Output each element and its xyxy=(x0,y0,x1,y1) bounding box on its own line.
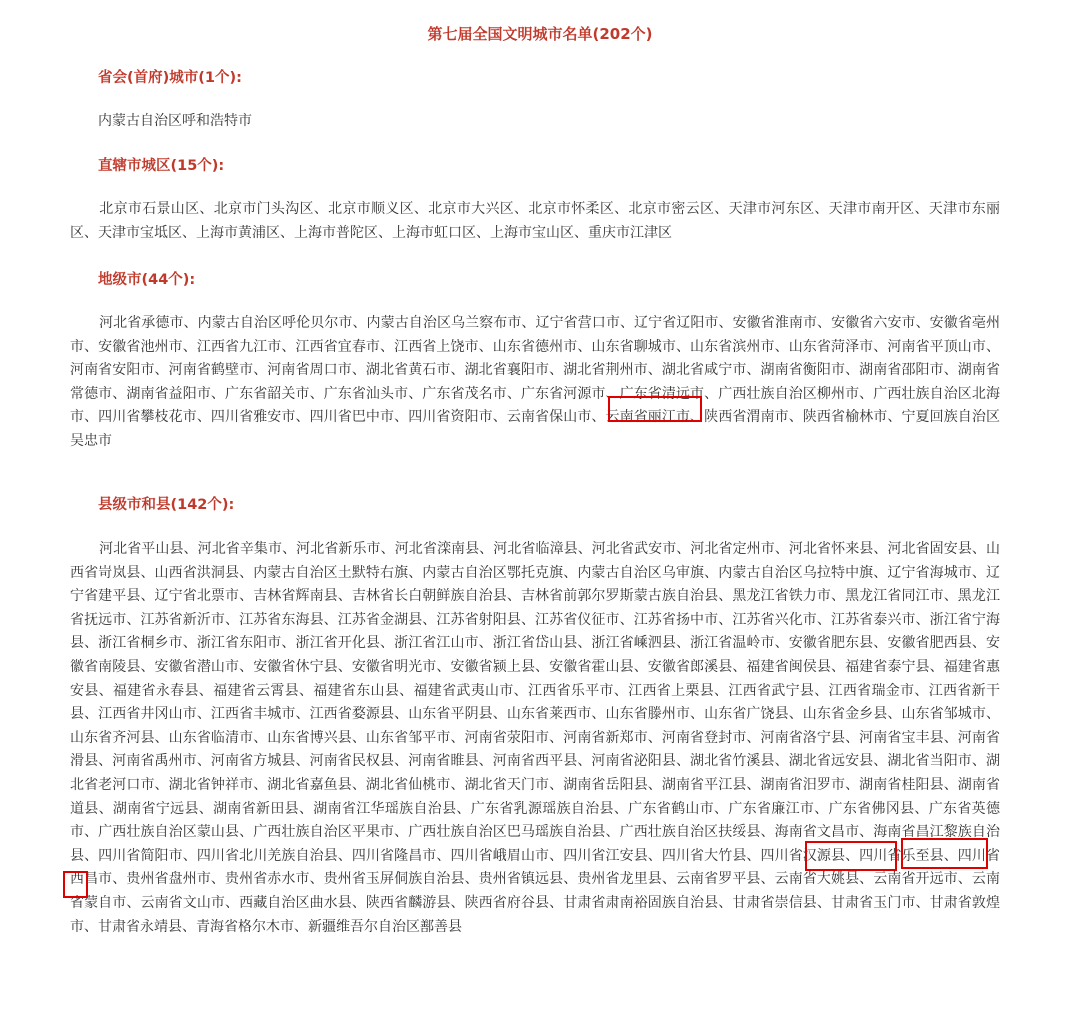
section-text-provincial-capitals xyxy=(98,110,998,134)
section-text-municipal-districts xyxy=(70,198,1000,245)
prefecture-cities-list: 河北省承德市、内蒙古自治区呼伦贝尔市、内蒙古自治区乌兰察布市、辽宁省营口市、辽宁省辽阳市、安徽省淮南市、安徽省六安市、安徽省亳州市、安徽省池州市、江西省九江市、江西省宜春市、江西省上饶市、山东省德州市、山东省聊城市、山东省滨州市、山东省菏泽市、河南省平顶山市、河南省安阳市、河南省鹤壁市、河南省周口市、湖北省黄石市、湖北省襄阳市、湖北省荆州市、湖北省咸宁市、湖南省衡阳市、湖南省邵阳市、湖南省常德市、湖南省益阳市、广东省韶关市、广东省汕头市、广东省茂名市、广东省河源市、广东省清远市、广西壮族自治区柳州市、广西壮族自治区北海市、四川省攀枝花市、四川省雅安市、四川省巴中市、四川省资阳市、云南省保山市、云南省丽江市、陕西省渭南市、陕西省榆林市、宁夏回族自治区吴忠市 xyxy=(70,315,1000,449)
provincial-capitals-list: 内蒙古自治区呼和浩特市 xyxy=(98,113,252,129)
section-text-prefecture-cities xyxy=(70,312,1000,454)
section-text-county-cities xyxy=(70,538,1000,939)
section-heading-prefecture-cities: 地级市(44个): xyxy=(98,272,196,288)
municipal-districts-list: 北京市石景山区、北京市门头沟区、北京市顺义区、北京市大兴区、北京市怀柔区、北京市密云区、天津市河东区、天津市南开区、天津市东丽区、天津市宝坻区、上海市黄浦区、上海市普陀区、上海市虹口区、上海市宝山区、重庆市江津区 xyxy=(70,201,1000,241)
page-title: 第七届全国文明城市名单(202个) xyxy=(427,25,653,43)
section-heading-county-cities: 县级市和县(142个): xyxy=(98,497,235,513)
section-heading-municipal-districts: 直辖市城区(15个): xyxy=(98,158,225,174)
section-heading-provincial-capitals: 省会(首府)城市(1个): xyxy=(98,70,242,86)
county-cities-list: 河北省平山县、河北省辛集市、河北省新乐市、河北省滦南县、河北省临漳县、河北省武安市、河北省定州市、河北省怀来县、河北省固安县、山西省岢岚县、山西省洪洞县、内蒙古自治区土默特右旗、内蒙古自治区鄂托克旗、内蒙古自治区乌审旗、内蒙古自治区乌拉特中旗、辽宁省海城市、辽宁省建平县、辽宁省北票市、吉林省辉南县、吉林省长白朝鲜族自治县、吉林省前郭尔罗斯蒙古族自治县、黑龙江省铁力市、黑龙江省同江市、黑龙江省抚远市、江苏省新沂市、江苏省东海县、江苏省金湖县、江苏省射阳县、江苏省仪征市、江苏省扬中市、江苏省兴化市、江苏省泰兴市、浙江省宁海县、浙江省桐乡市、浙江省东阳市、浙江省开化县、浙江省江山市、浙江省岱山县、浙江省嵊泗县、浙江省温岭市、安徽省肥东县、安徽省肥西县、安徽省南陵县、安徽省潜山市、安徽省休宁县、安徽省明光市、安徽省颍上县、安徽省霍山县、安徽省郎溪县、福建省闽侯县、福建省泰宁县、福建省惠安县、福建省永春县、福建省云霄县、福建省东山县、福建省武夷山市、江西省乐平市、江西省上栗县、江西省武宁县、江西省瑞金市、江西省新干县、江西省井冈山市、江西省丰城市、江西省婺源县、山东省平阴县、山东省莱西市、山东省滕州市、山东省广饶县、山东省金乡县、山东省邹城市、山东省齐河县、山东省临清市、山东省博兴县、山东省邹平市、河南省荥阳市、河南省新郑市、河南省登封市、河南省洛宁县、河南省宝丰县、河南省滑县、河南省禹州市、河南省方城县、河南省民权县、河南省睢县、河南省西平县、河南省泌阳县、湖北省竹溪县、湖北省远安县、湖北省当阳市、湖北省老河口市、湖北省钟祥市、湖北省嘉鱼县、湖北省仙桃市、湖北省天门市、湖南省岳阳县、湖南省平江县、湖南省汨罗市、湖南省桂阳县、湖南省道县、湖南省宁远县、湖南省新田县、湖南省江华瑶族自治县、广东省乳源瑶族自治县、广东省鹤山市、广东省廉江市、广东省佛冈县、广东省英德市、广西壮族自治区蒙山县、广西壮族自治区平果市、广西壮族自治区巴马瑶族自治县、广西壮族自治区扶绥县、海南省文昌市、海南省昌江黎族自治县、四川省简阳市、四川省北川羌族自治县、四川省隆昌市、四川省峨眉山市、四川省江安县、四川省大竹县、四川省汉源县、四川省乐至县、四川省西昌市、贵州省盘州市、贵州省赤水市、贵州省玉屏侗族自治县、贵州省镇远县、贵州省龙里县、云南省罗平县、云南省大姚县、云南省开远市、云南省蒙自市、云南省文山市、西藏自治区曲水县、陕西省麟游县、陕西省府谷县、甘肃省肃南裕固族自治县、甘肃省崇信县、甘肃省玉门市、甘肃省敦煌市、甘肃省永靖县、青海省格尔木市、新疆维吾尔自治区鄯善县 xyxy=(70,541,1000,935)
